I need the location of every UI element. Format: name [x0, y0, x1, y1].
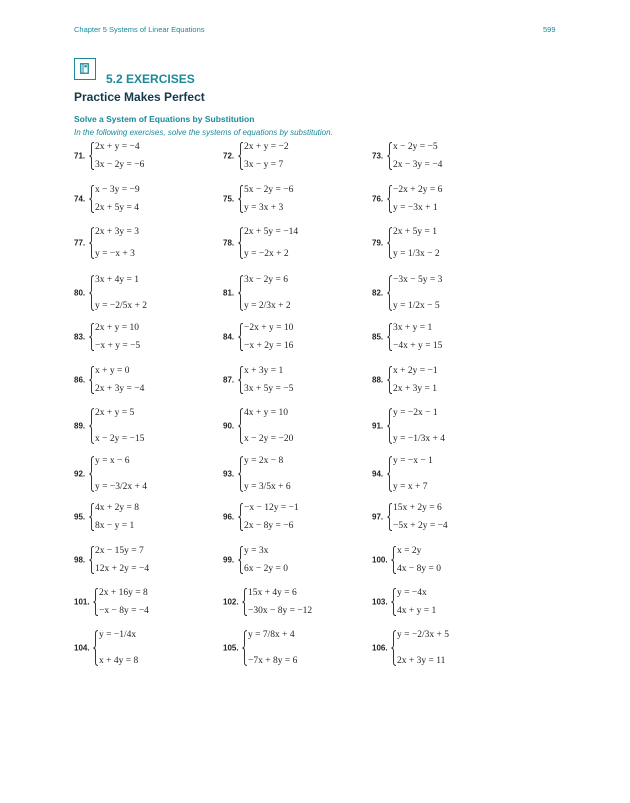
- equation-1: y = 2x − 8: [244, 456, 284, 466]
- exercise-item: [223, 408, 363, 444]
- section-title: 5.2 EXERCISES: [106, 72, 195, 86]
- exercise-item: [372, 275, 512, 311]
- exercise-item: [74, 503, 214, 531]
- equation-2: x − 2y = −20: [244, 434, 294, 444]
- exercise-item: [223, 588, 363, 616]
- equation-2: y = 1/3x − 2: [393, 249, 440, 259]
- exercise-item: [372, 227, 512, 259]
- exercise-item: [74, 408, 214, 444]
- exercise-number: 88.: [372, 375, 384, 385]
- equation-2: 6x − 2y = 0: [244, 564, 288, 574]
- exercise-number: 104.: [74, 643, 90, 653]
- exercise-number: 90.: [223, 421, 235, 431]
- equation-1: 2x + y = −2: [244, 142, 289, 152]
- exercise-item: [372, 366, 512, 394]
- equation-1: x = 2y: [397, 546, 422, 556]
- exercise-number: 86.: [74, 375, 86, 385]
- exercise-item: [372, 456, 512, 492]
- equation-1: −2x + y = 10: [244, 323, 294, 333]
- exercise-number: 100.: [372, 555, 388, 565]
- exercise-item: [74, 630, 214, 666]
- equation-2: y = 3x + 3: [244, 203, 284, 213]
- exercise-number: 75.: [223, 194, 235, 204]
- equation-1: x + 3y = 1: [244, 366, 284, 376]
- exercise-item: [372, 588, 512, 616]
- equation-2: 3x − y = 7: [244, 160, 284, 170]
- equation-1: 2x − 15y = 7: [95, 546, 144, 556]
- exercise-number: 84.: [223, 332, 235, 342]
- notebook-icon: [74, 58, 96, 80]
- equation-2: 3x + 5y = −5: [244, 384, 294, 394]
- exercise-number: 105.: [223, 643, 239, 653]
- equation-1: 3x − 2y = 6: [244, 275, 288, 285]
- page-number: 599: [543, 25, 556, 34]
- equation-1: −x − 12y = −1: [244, 503, 299, 513]
- equation-1: 3x + y = 1: [393, 323, 433, 333]
- equation-1: 4x + y = 10: [244, 408, 288, 418]
- equation-1: 3x + 4y = 1: [95, 275, 139, 285]
- exercise-number: 95.: [74, 512, 86, 522]
- equation-1: 5x − 2y = −6: [244, 185, 294, 195]
- exercise-item: [372, 630, 512, 666]
- equation-1: 15x + 2y = 6: [393, 503, 442, 513]
- equation-2: 2x + 3y = −4: [95, 384, 145, 394]
- equation-2: 3x − 2y = −6: [95, 160, 145, 170]
- equation-2: −7x + 8y = 6: [248, 656, 298, 666]
- equation-1: y = −1/4x: [99, 630, 137, 640]
- equation-1: y = 3x: [244, 546, 269, 556]
- equation-1: 2x + y = 10: [95, 323, 139, 333]
- exercise-item: [223, 227, 363, 259]
- exercise-number: 101.: [74, 597, 90, 607]
- equation-1: 2x + 3y = 3: [95, 227, 139, 237]
- equation-1: y = −2/3x + 5: [397, 630, 449, 640]
- exercise-item: [74, 275, 214, 311]
- equation-2: −5x + 2y = −4: [393, 521, 448, 531]
- equation-1: 4x + 2y = 8: [95, 503, 139, 513]
- exercise-item: [223, 630, 363, 666]
- exercise-item: [223, 142, 363, 170]
- equation-2: y = 1/2x − 5: [393, 301, 440, 311]
- exercise-number: 71.: [74, 151, 86, 161]
- equation-1: 2x + 16y = 8: [99, 588, 148, 598]
- equation-2: 4x + y = 1: [397, 606, 437, 616]
- equation-1: 2x + y = −4: [95, 142, 140, 152]
- exercise-number: 98.: [74, 555, 86, 565]
- equation-2: 8x − y = 1: [95, 521, 135, 531]
- exercise-number: 83.: [74, 332, 86, 342]
- running-header-chapter: Chapter 5 Systems of Linear Equations: [74, 25, 205, 34]
- equation-1: x + y = 0: [95, 366, 130, 376]
- exercise-item: [74, 588, 214, 616]
- exercise-number: 76.: [372, 194, 384, 204]
- exercise-item: [223, 546, 363, 574]
- equation-2: y = 3/5x + 6: [244, 482, 291, 492]
- equation-2: y = −x + 3: [95, 249, 135, 259]
- equation-1: y = −2x − 1: [393, 408, 438, 418]
- exercise-number: 97.: [372, 512, 384, 522]
- exercise-number: 74.: [74, 194, 86, 204]
- exercise-number: 93.: [223, 469, 235, 479]
- exercise-item: [223, 275, 363, 311]
- equation-2: x + 4y = 8: [99, 656, 139, 666]
- exercise-item: [74, 366, 214, 394]
- equation-1: y = −4x: [397, 588, 427, 598]
- exercise-number: 79.: [372, 238, 384, 248]
- equation-2: y = −1/3x + 4: [393, 434, 445, 444]
- equation-2: y = −3x + 1: [393, 203, 438, 213]
- equation-2: y = −2/5x + 2: [95, 301, 147, 311]
- exercise-item: [74, 323, 214, 351]
- exercise-item: [74, 227, 214, 259]
- equation-1: x + 2y = −1: [393, 366, 438, 376]
- exercise-number: 73.: [372, 151, 384, 161]
- equation-2: −30x − 8y = −12: [248, 606, 313, 616]
- exercise-item: [74, 546, 214, 574]
- exercise-item: [223, 503, 363, 531]
- equation-2: 12x + 2y = −4: [95, 564, 150, 574]
- exercise-number: 91.: [372, 421, 384, 431]
- exercise-number: 77.: [74, 238, 86, 248]
- exercise-item: [372, 185, 512, 213]
- equation-2: −x + 2y = 16: [244, 341, 294, 351]
- equation-1: x − 3y = −9: [95, 185, 140, 195]
- exercise-item: [74, 142, 214, 170]
- exercise-number: 94.: [372, 469, 384, 479]
- exercise-number: 103.: [372, 597, 388, 607]
- exercise-number: 92.: [74, 469, 86, 479]
- equation-2: 4x − 8y = 0: [397, 564, 441, 574]
- exercise-item: [74, 456, 214, 492]
- exercise-item: [372, 546, 512, 574]
- equation-2: −4x + y = 15: [393, 341, 443, 351]
- exercise-number: 102.: [223, 597, 239, 607]
- exercise-item: [74, 185, 214, 213]
- equation-1: 15x + 4y = 6: [248, 588, 297, 598]
- section-subtitle: Practice Makes Perfect: [74, 90, 205, 104]
- exercise-number: 89.: [74, 421, 86, 431]
- equation-2: y = −3/2x + 4: [95, 482, 147, 492]
- equation-2: 2x − 3y = −4: [393, 160, 443, 170]
- exercise-number: 99.: [223, 555, 235, 565]
- exercise-number: 72.: [223, 151, 235, 161]
- subsection-title: Solve a System of Equations by Substitution: [74, 114, 255, 124]
- exercise-number: 106.: [372, 643, 388, 653]
- exercise-item: [223, 185, 363, 213]
- equation-1: y = 7/8x + 4: [248, 630, 295, 640]
- instructions: In the following exercises, solve the systems of equations by substitution.: [74, 128, 333, 137]
- exercise-item: [223, 366, 363, 394]
- exercise-item: [223, 323, 363, 351]
- equation-1: y = x − 6: [95, 456, 130, 466]
- equation-1: y = −x − 1: [393, 456, 433, 466]
- exercise-number: 87.: [223, 375, 235, 385]
- exercise-number: 85.: [372, 332, 384, 342]
- equation-1: −2x + 2y = 6: [393, 185, 443, 195]
- exercise-number: 80.: [74, 288, 86, 298]
- exercise-item: [372, 142, 512, 170]
- equation-2: y = 2/3x + 2: [244, 301, 291, 311]
- equation-1: −3x − 5y = 3: [393, 275, 443, 285]
- exercise-item: [372, 323, 512, 351]
- equation-2: 2x + 5y = 4: [95, 203, 139, 213]
- exercise-item: [372, 408, 512, 444]
- exercise-number: 82.: [372, 288, 384, 298]
- equation-2: 2x + 3y = 1: [393, 384, 437, 394]
- equation-1: 2x + 5y = −14: [244, 227, 299, 237]
- exercise-item: [223, 456, 363, 492]
- equation-2: y = x + 7: [393, 482, 428, 492]
- exercise-item: [372, 503, 512, 531]
- equation-2: 2x + 3y = 11: [397, 656, 446, 666]
- equation-1: 2x + y = 5: [95, 408, 135, 418]
- equation-2: −x − 8y = −4: [99, 606, 149, 616]
- equation-2: −x + y = −5: [95, 341, 141, 351]
- exercise-number: 78.: [223, 238, 235, 248]
- exercise-number: 96.: [223, 512, 235, 522]
- equation-2: x − 2y = −15: [95, 434, 145, 444]
- equation-2: y = −2x + 2: [244, 249, 289, 259]
- exercise-number: 81.: [223, 288, 235, 298]
- equation-2: 2x − 8y = −6: [244, 521, 294, 531]
- equation-1: 2x + 5y = 1: [393, 227, 437, 237]
- equation-1: x − 2y = −5: [393, 142, 438, 152]
